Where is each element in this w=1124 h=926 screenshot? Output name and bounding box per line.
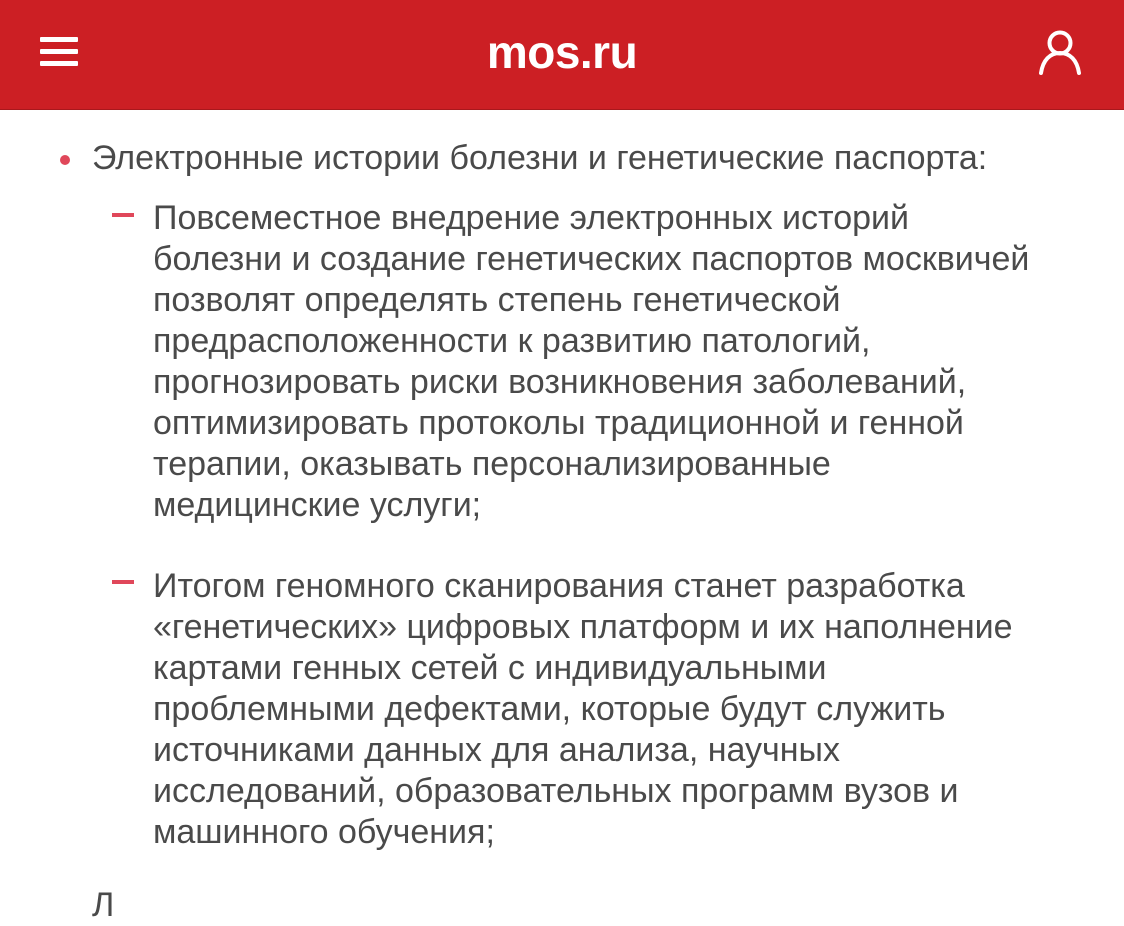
sub-list-item [153, 198, 1098, 526]
text-line: исследований, образовательных программ вузов и [153, 772, 959, 810]
list-item-heading: Электронные истории болезни и генетические паспорта: [92, 139, 988, 177]
text-line: терапии, оказывать персонализированные [153, 445, 831, 483]
dash-bullet-icon [112, 580, 134, 584]
cut-off-text: Л [92, 886, 115, 924]
text-line: Итогом геномного сканирования станет разработка [153, 567, 965, 605]
text-line: прогнозировать риски возникновения заболеваний, [153, 363, 967, 401]
text-line: предрасположенности к развитию патологий, [153, 322, 871, 360]
site-logo[interactable]: mos.ru [486, 26, 638, 78]
site-logo-wrapper [0, 26, 1124, 78]
sub-list-item [153, 566, 1098, 853]
user-profile-icon[interactable] [1036, 28, 1084, 76]
bullet-dot-icon [60, 155, 70, 165]
top-header-bar [0, 0, 1124, 110]
text-line: оптимизировать протоколы традиционной и генной [153, 404, 964, 442]
text-line: машинного обучения; [153, 813, 495, 851]
text-line: «генетических» цифровых платформ и их наполнение [153, 608, 1013, 646]
text-line: позволят определять степень генетической [153, 281, 841, 319]
text-line: проблемными дефектами, которые будут служить [153, 690, 946, 728]
text-line: источниками данных для анализа, научных [153, 731, 840, 769]
text-line: медицинские услуги; [153, 486, 482, 524]
text-line: Повсеместное внедрение электронных историй [153, 199, 910, 237]
dash-bullet-icon [112, 213, 134, 217]
user-icon-svg [1036, 28, 1084, 76]
text-line: картами генных сетей с индивидуальными [153, 649, 827, 687]
text-line: болезни и создание генетических паспортов москвичей [153, 240, 1030, 278]
